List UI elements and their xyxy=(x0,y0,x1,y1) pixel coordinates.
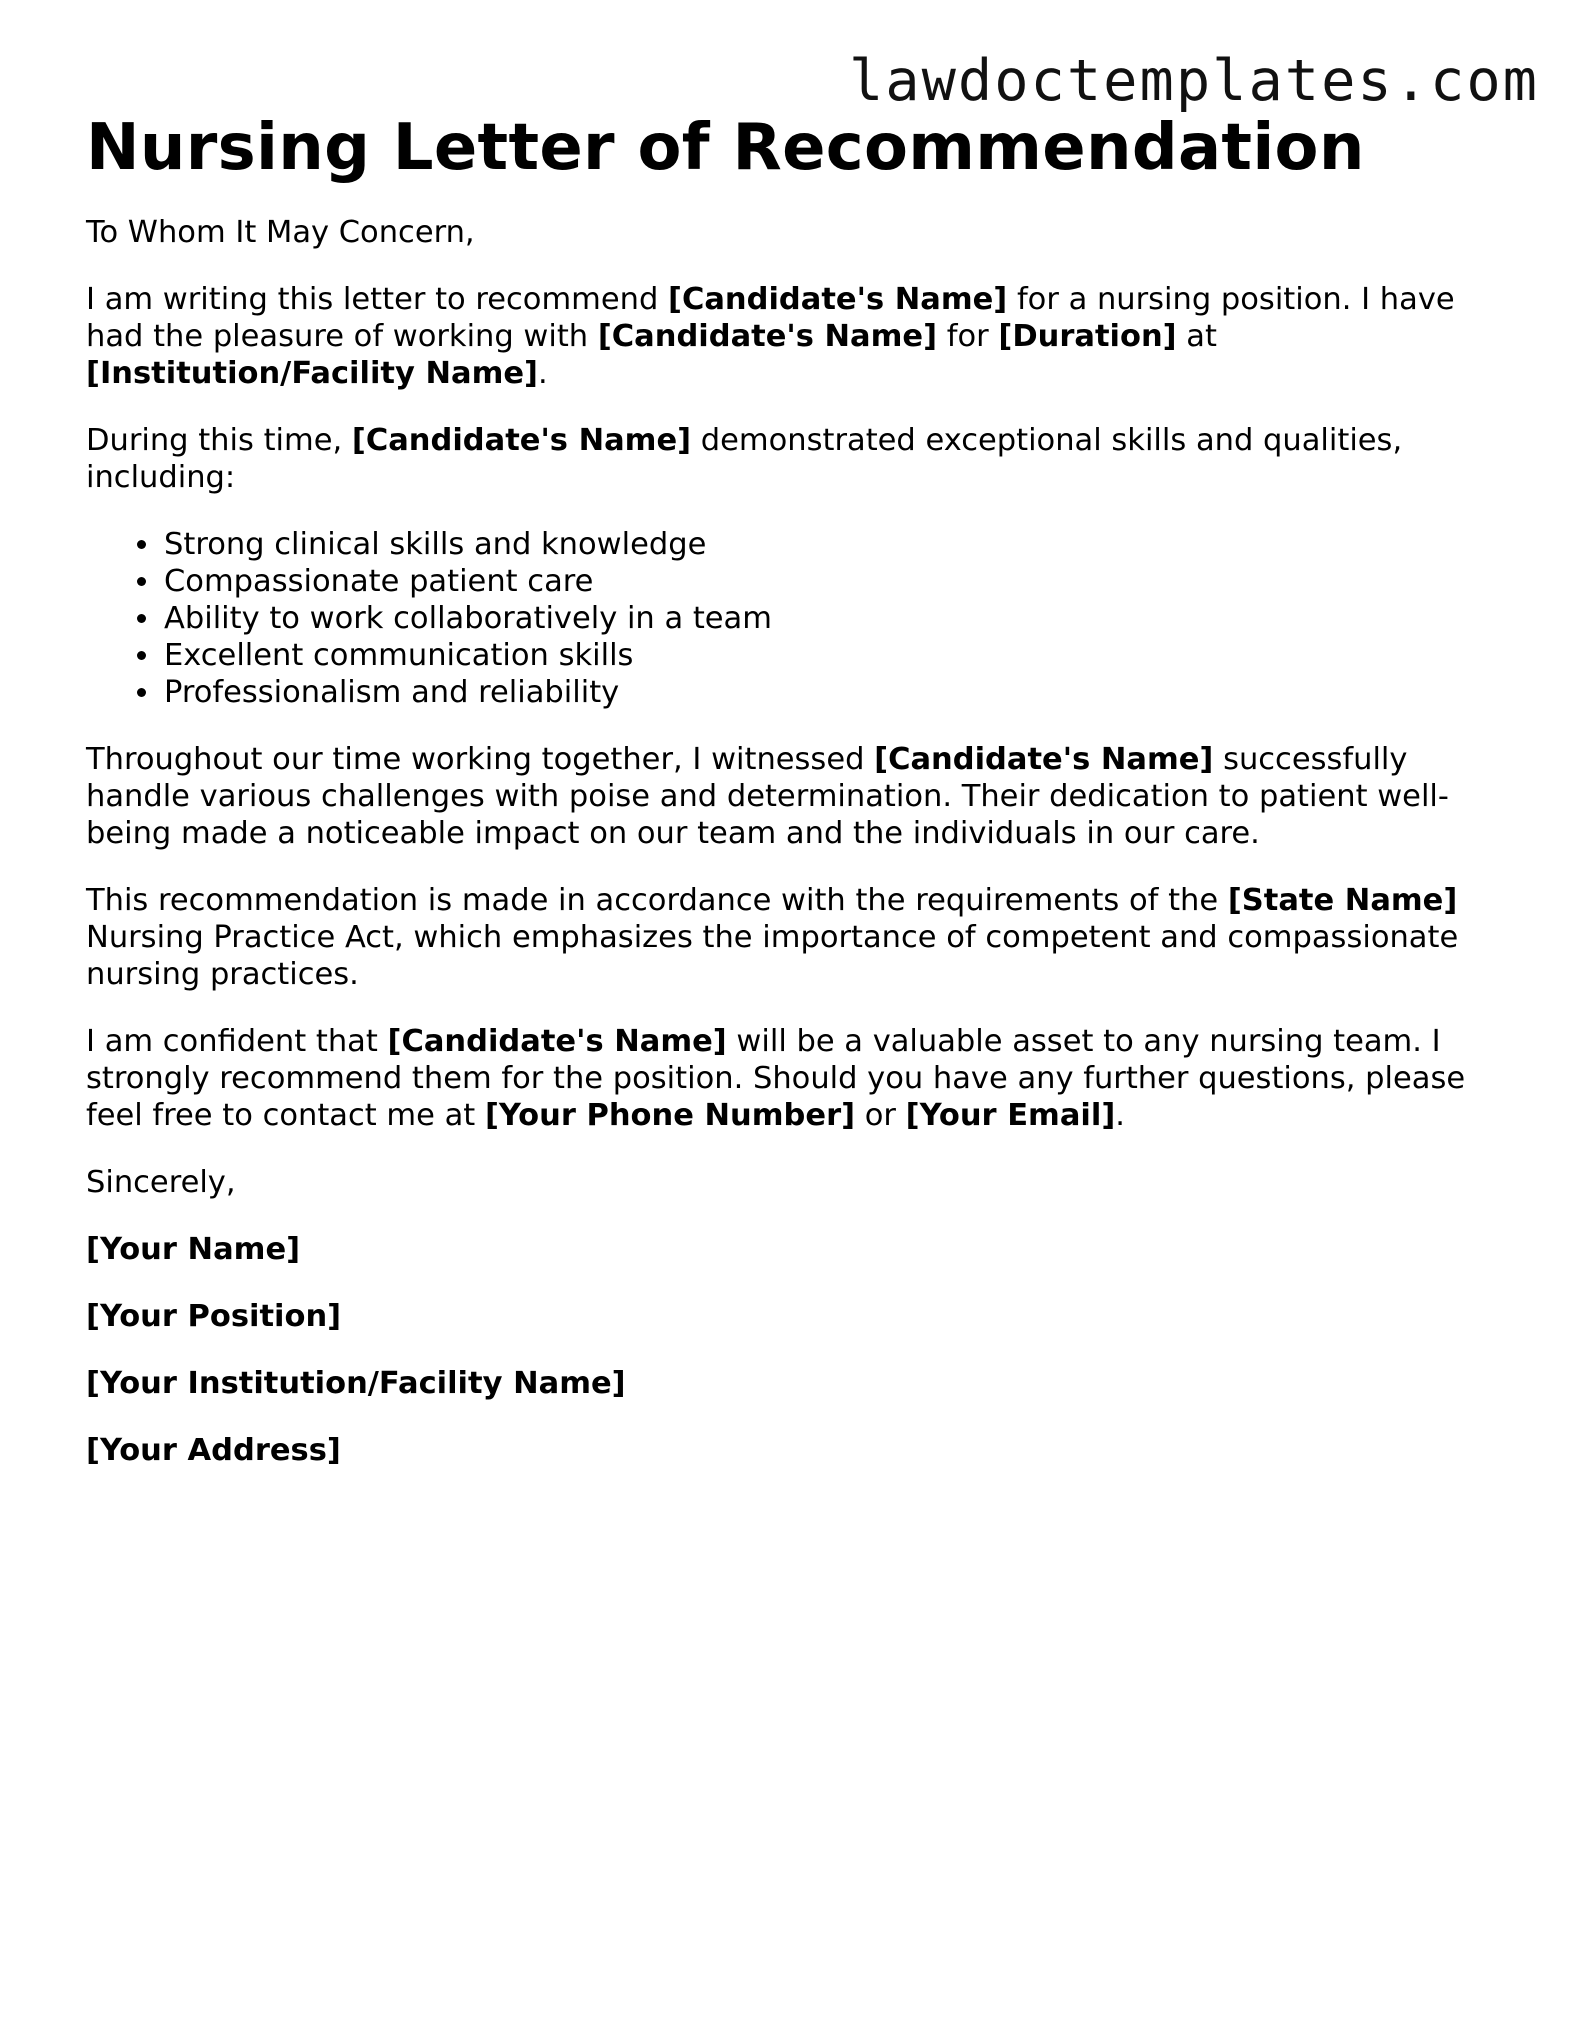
signature-position: [Your Position] xyxy=(86,1299,342,1334)
list-item: • Excellent communication skills xyxy=(162,637,1486,674)
letter-document xyxy=(86,108,1486,1469)
placeholder-candidate-name: [Candidate's Name] xyxy=(387,1024,727,1059)
paragraph-legal-basis: This recommendation is made in accordance with the requirements of the [State Name] Nursing Practice Act, which emphasizes the importance of competent and compassionate nursing practices. xyxy=(86,883,1459,992)
list-item: • Compassionate patient care xyxy=(162,563,1486,600)
paragraph-conclusion: I am confident that [Candidate's Name] will be a valuable asset to any nursing team. I strongly recommend them for the position. Should you have any further questions, please feel free to contact me at [Your Phone Number] or [Your Email]. xyxy=(86,1024,1466,1133)
closing: Sincerely, xyxy=(86,1165,236,1200)
placeholder-candidate-name: [Candidate's Name] xyxy=(351,423,692,458)
placeholder-candidate-name: [Candidate's Name] xyxy=(668,282,1008,317)
placeholder-duration: [Duration] xyxy=(998,319,1177,354)
letter-title: Nursing Letter of Recommendation xyxy=(86,111,1365,185)
list-item: • Ability to work collaboratively in a team xyxy=(162,600,1486,637)
site-watermark: lawdoctemplates.com xyxy=(848,48,1539,114)
signature-name: [Your Name] xyxy=(86,1232,301,1267)
placeholder-email: [Your Email] xyxy=(905,1098,1116,1133)
placeholder-state-name: [State Name] xyxy=(1227,883,1458,918)
placeholder-candidate-name: [Candidate's Name] xyxy=(597,319,938,354)
qualities-list xyxy=(86,526,1486,711)
paragraph-introduction: I am writing this letter to recommend [Candidate's Name] for a nursing position. I have had the pleasure of working with [Candidate's Name] for [Duration] at [Institution/Facility Name]. xyxy=(86,282,1455,391)
salutation: To Whom It May Concern, xyxy=(86,215,475,250)
placeholder-phone-number: [Your Phone Number] xyxy=(484,1098,856,1133)
paragraph-qualities-intro: During this time, [Candidate's Name] demonstrated exceptional skills and qualities, including: xyxy=(86,423,1403,495)
list-item: • Professionalism and reliability xyxy=(162,674,1486,711)
signature-address: [Your Address] xyxy=(86,1433,341,1468)
signature-institution: [Your Institution/Facility Name] xyxy=(86,1366,626,1401)
placeholder-candidate-name: [Candidate's Name] xyxy=(874,742,1214,777)
placeholder-institution-name: [Institution/Facility Name] xyxy=(86,356,538,391)
paragraph-experience: Throughout our time working together, I witnessed [Candidate's Name] successfully handle various challenges with poise and determination. Their dedication to patient well-being made a noticeable impact on our team and the individuals in our care. xyxy=(86,742,1449,851)
list-item: • Strong clinical skills and knowledge xyxy=(162,526,1486,563)
